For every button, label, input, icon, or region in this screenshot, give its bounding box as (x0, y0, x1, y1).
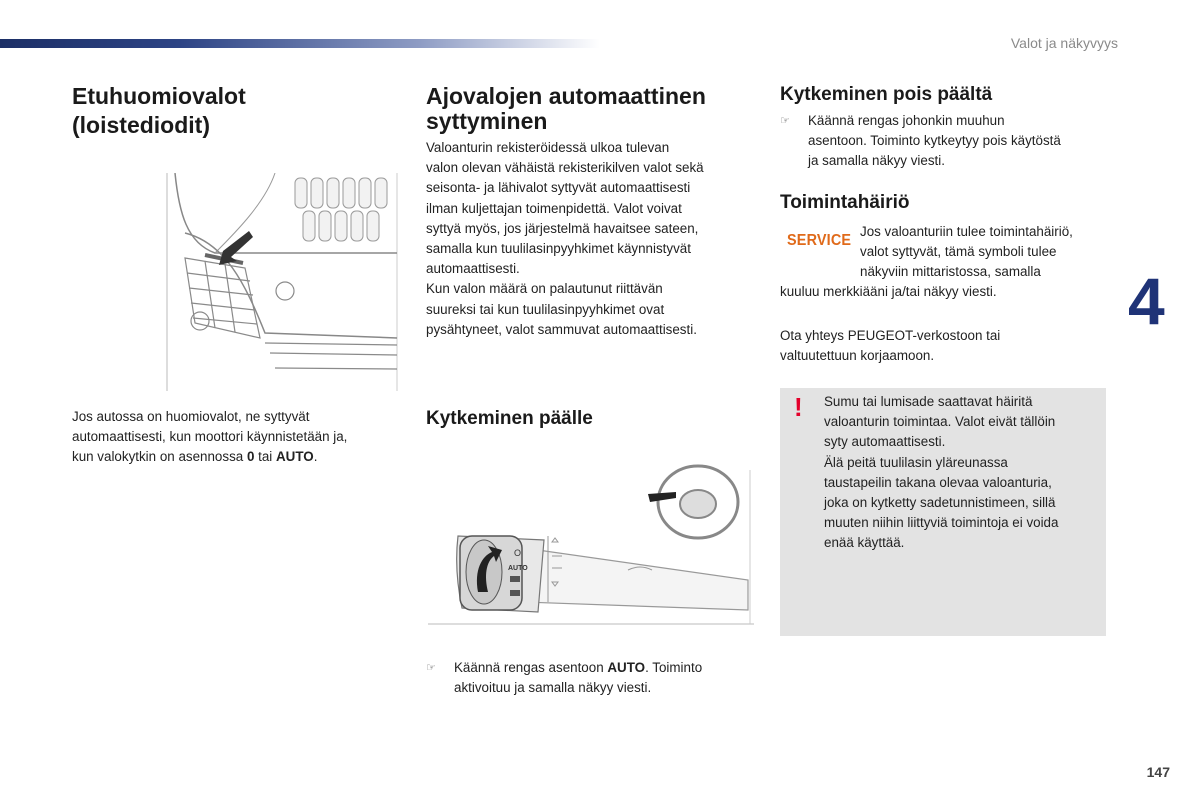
col1-body-line1: Jos autossa on huomiovalot, ne syttyvät (72, 409, 310, 424)
warning-line: joka on kytketty sadetunnistimeen, sillä (824, 495, 1056, 511)
col1-body-line3 (72, 447, 402, 467)
warning-text (824, 392, 1098, 554)
col2-body-line: ilman kuljettajan toimenpidettä. Valot voivat (426, 200, 682, 216)
col3-contact (780, 326, 1106, 366)
col1-body-mid: tai (254, 449, 276, 465)
section-title: Valot ja näkyvyys (1010, 35, 1118, 51)
col3-contact-line: valtuutettuun korjaamoon. (780, 348, 935, 364)
col2-body-line: pysähtyneet, valot sammuvat automaattisesti. (426, 321, 697, 337)
col3-fault-line-full: kuuluu merkkiääni ja/tai näkyy viesti. (780, 284, 997, 299)
col2-body-line: suureksi tai kun tuulilasinpyyhkimet ovat (426, 301, 665, 317)
col2-bullet-bold: AUTO (607, 660, 646, 675)
stalk-label-auto: AUTO (508, 565, 528, 572)
warning-line: valoanturin toimintaa. Valot eivät tällöin (824, 414, 1056, 430)
col2-bullet-suffix: . Toiminto (645, 660, 703, 675)
warning-line: Sumu tai lumisade saattavat häiritä (824, 394, 1033, 409)
col3-bullet-line: ja samalla näkyy viesti. (808, 153, 945, 169)
warning-line: syty automaattisesti. (824, 434, 946, 450)
col1-body-prefix: kun valokytkin on asennossa (72, 449, 247, 465)
col3-contact-line: Ota yhteys PEUGEOT-verkostoon tai (780, 328, 1001, 343)
service-warning-icon: SERVICE (787, 232, 852, 249)
col2-title (426, 84, 756, 134)
col3-fault-line: näkyviin mittaristossa, samalla (860, 264, 1041, 280)
col2-bullet (426, 658, 756, 698)
col1-body-suffix: . (313, 449, 318, 465)
col2-body-line: Kun valon määrä on palautunut riittävän (426, 281, 663, 297)
col2-bullet-line2: aktivoituu ja samalla näkyy viesti. (454, 680, 652, 696)
col2-bullet-prefix: Käännä rengas asentoon (454, 660, 608, 675)
chapter-number: 4 (1128, 264, 1165, 338)
warning-line: taustapeilin takana olevaa valoanturia, (824, 474, 1052, 490)
col2-title-line2: syttyminen (426, 108, 548, 134)
col1-title-line1: Etuhuomiovalot (72, 83, 246, 109)
col3-bullet-line: asentoon. Toiminto kytkeytyy pois käytöstä (808, 133, 1061, 149)
warning-line: muuten niihin liittyviä toimintoja ei voida (824, 515, 1059, 531)
warning-line: Älä peitä tuulilasin yläreunassa (824, 454, 1008, 470)
col3-bullet (780, 111, 1106, 172)
exclamation-icon: ! (794, 392, 803, 422)
col1-body-bold-zero: 0 (246, 449, 255, 465)
pointing-hand-icon: ☞ (426, 662, 436, 674)
col2-body-line: syttyä myös, jos järjestelmä havaitsee sateen, (426, 220, 699, 236)
warning-line: enää käyttää. (824, 535, 905, 551)
col3-fault-title: Toimintahäiriö (780, 192, 910, 213)
col2-body-line: samalla kun tuulilasinpyyhkimet käynnistyvät (426, 241, 691, 257)
pointing-hand-icon: ☞ (780, 115, 790, 127)
col1-body (72, 407, 402, 468)
col2-body-line: valon olevan vähäistä rekisterikilven valot sekä (426, 160, 704, 176)
steering-wheel-icon (648, 466, 738, 538)
col3-bullet-line: Käännä rengas johonkin muuhun (808, 113, 1005, 128)
col2-body (426, 138, 756, 340)
col3-fault-line: Jos valoanturiin tulee toimintahäiriö, (860, 224, 1073, 239)
col1-body-line2: automaattisesti, kun moottori käynnistetään ja, (72, 429, 348, 445)
col2-title-line1: Ajovalojen automaattinen (426, 83, 706, 109)
stalk-label-off: O (514, 548, 522, 558)
light-stalk-illustration (428, 460, 754, 628)
col2-body-line: seisonta- ja lähivalot syttyvät automaattisesti (426, 180, 691, 196)
col3-fault-line: valot syttyvät, tämä symboli tulee (860, 244, 1057, 260)
col2-subtitle: Kytkeminen päälle (426, 408, 593, 429)
col2-bullet-line1 (454, 658, 702, 678)
page-number: 147 (1146, 764, 1170, 780)
col3-fault-body-indented (860, 222, 1110, 283)
warning-box (780, 388, 1106, 636)
front-bumper-illustration (165, 173, 398, 391)
col2-body-line: automaattisesti. (426, 261, 520, 277)
col1-title-line2: (loistediodit) (72, 112, 210, 138)
col1-title (72, 84, 392, 138)
header-color-bar (0, 39, 600, 48)
col2-body-line: Valoanturin rekisteröidessä ulkoa tulevan (426, 140, 670, 155)
col1-body-bold-auto: AUTO (275, 449, 314, 465)
col3-title: Kytkeminen pois päältä (780, 84, 993, 105)
